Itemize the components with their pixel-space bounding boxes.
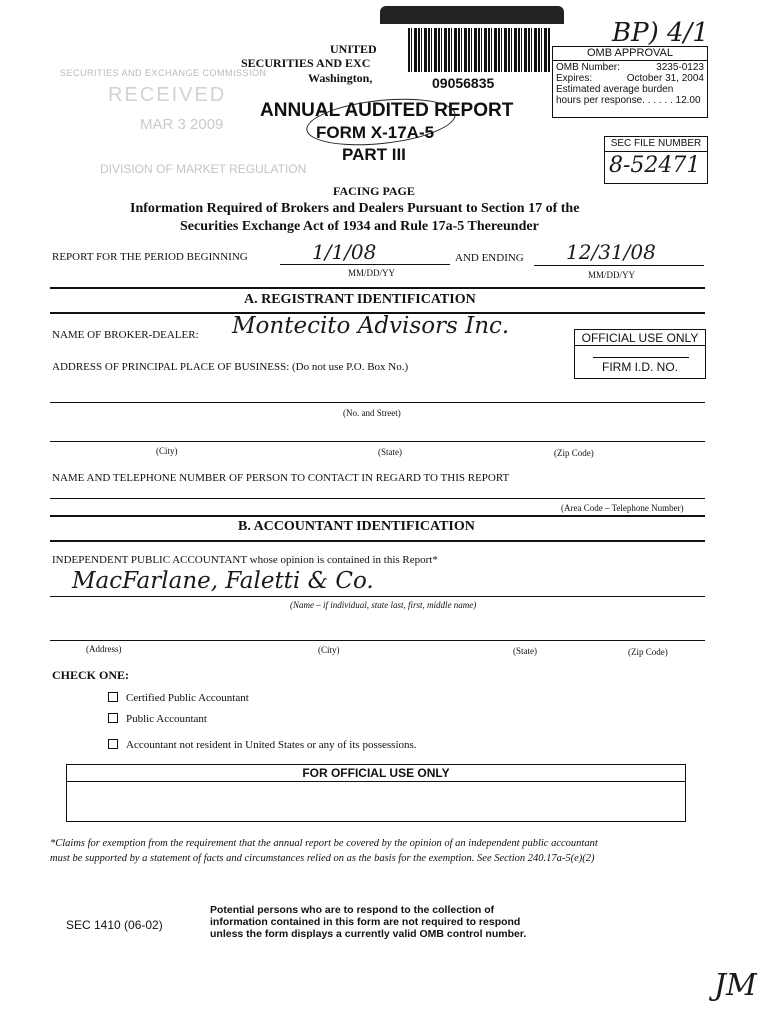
zip-caption: (Zip Code) <box>554 448 594 458</box>
agency-line2: SECURITIES AND EXC <box>241 56 371 70</box>
check-one-label: CHECK ONE: <box>52 668 130 682</box>
contact-label: NAME AND TELEPHONE NUMBER OF PERSON TO CONTACT IN REGARD TO THIS REPORT <box>52 472 510 484</box>
option-cpa-checkbox[interactable] <box>108 692 118 702</box>
agency-line1: UNITED <box>330 42 377 56</box>
official-use-only-box <box>66 764 686 822</box>
ipa-state-caption: (State) <box>513 646 537 656</box>
street-caption: (No. and Street) <box>343 408 401 418</box>
omb-number-value: 3235-0123 <box>656 62 704 73</box>
option-pa-label: Public Accountant <box>126 713 207 725</box>
broker-label: NAME OF BROKER-DEALER: <box>52 329 199 341</box>
option-nonresident[interactable] <box>108 739 417 751</box>
period-begin-format: MM/DD/YY <box>348 268 396 278</box>
accountant-top-rule <box>50 515 705 517</box>
phone-caption: (Area Code – Telephone Number) <box>561 503 684 513</box>
period-begin-value[interactable]: 1/1/08 <box>312 240 377 264</box>
option-cpa-label: Certified Public Accountant <box>126 692 249 704</box>
notice-line2: information contained in this form are not required to respond <box>210 916 521 928</box>
notice-line1: Potential persons who are to respond to the collection of <box>210 904 495 916</box>
broker-value[interactable]: Montecito Advisors Inc. <box>232 313 510 339</box>
agency-line3: Washington, <box>308 71 373 85</box>
stamp-line4: DIVISION OF MARKET REGULATION <box>100 162 307 176</box>
footnote-line1: *Claims for exemption from the requirement that the annual report be covered by the opinion of an independent public accountant <box>50 838 598 849</box>
period-end-underline <box>534 265 704 266</box>
omb-expires-value: October 31, 2004 <box>626 73 704 84</box>
sec-file-box <box>604 136 708 184</box>
stamp-line1: SECURITIES AND EXCHANGE COMMISSION <box>60 68 267 78</box>
ipa-label: INDEPENDENT PUBLIC ACCOUNTANT whose opinion is contained in this Report* <box>52 554 438 566</box>
period-end-value[interactable]: 12/31/08 <box>566 240 656 264</box>
ipa-value[interactable]: MacFarlane, Faletti & Co. <box>72 568 374 594</box>
top-black-strip <box>380 6 564 24</box>
omb-expires-label: Expires: <box>556 73 593 84</box>
city-line <box>50 441 705 442</box>
handwritten-initials: JM <box>714 968 757 1003</box>
city-caption: (City) <box>156 446 178 456</box>
omb-number-label: OMB Number: <box>556 62 620 73</box>
registrant-heading: A. REGISTRANT IDENTIFICATION <box>244 292 476 307</box>
footnote-line2: must be supported by a statement of facts and circumstances relied on as the basis for the exemption. See Section 240.17a-5(e)(2) <box>50 853 595 864</box>
ipa-name-caption: (Name – if individual, state last, first, middle name) <box>290 600 477 610</box>
street-line <box>50 402 705 403</box>
accountant-heading: B. ACCOUNTANT IDENTIFICATION <box>238 519 475 534</box>
option-pa[interactable] <box>108 713 207 725</box>
option-pa-checkbox[interactable] <box>108 713 118 723</box>
address-label: ADDRESS OF PRINCIPAL PLACE OF BUSINESS: (Do not use P.O. Box No.) <box>52 361 409 373</box>
report-title: ANNUAL AUDITED REPORT <box>260 100 514 121</box>
option-nonresident-label: Accountant not resident in United States or any of its possessions. <box>126 739 417 751</box>
facing-line1: Information Required of Brokers and Dealers Pursuant to Section 17 of the <box>130 201 580 216</box>
registrant-top-rule <box>50 287 705 289</box>
period-end-label: AND ENDING <box>455 252 524 264</box>
period-begin-label: REPORT FOR THE PERIOD BEGINNING <box>52 251 248 263</box>
ipa-address-line <box>50 640 705 641</box>
sec-file-label: SEC FILE NUMBER <box>605 137 707 152</box>
option-nonresident-checkbox[interactable] <box>108 739 118 749</box>
option-cpa[interactable] <box>108 692 249 704</box>
omb-number-row <box>553 61 707 73</box>
handwritten-top-note: BP) 4/1 <box>612 18 709 48</box>
omb-title: OMB APPROVAL <box>553 47 707 61</box>
sec-file-value: 8-52471 <box>609 153 701 178</box>
omb-approval-box <box>552 46 708 118</box>
omb-expires-row <box>553 73 707 84</box>
accountant-bottom-rule <box>50 540 705 542</box>
firm-id-label: FIRM I.D. NO. <box>602 360 678 374</box>
official-use-box <box>574 329 706 379</box>
official-use-title: OFFICIAL USE ONLY <box>575 330 705 346</box>
omb-burden-line1: Estimated average burden <box>556 84 674 95</box>
barcode <box>408 28 550 72</box>
stamp-line3: MAR 3 2009 <box>140 116 224 133</box>
ipa-line <box>50 596 705 597</box>
part-name: PART III <box>342 145 406 164</box>
form-name: FORM X-17A-5 <box>316 123 435 142</box>
official-use-rule <box>593 357 689 358</box>
notice-line3: unless the form displays a currently valid OMB control number. <box>210 928 527 940</box>
ipa-zip-caption: (Zip Code) <box>628 647 668 657</box>
state-caption: (State) <box>378 447 402 457</box>
ipa-city-caption: (City) <box>318 645 340 655</box>
period-end-format: MM/DD/YY <box>588 270 636 280</box>
contact-line <box>50 498 705 499</box>
ipa-address-caption: (Address) <box>86 644 122 654</box>
stamp-line2: RECEIVED <box>108 84 227 106</box>
facing-heading: FACING PAGE <box>333 184 415 198</box>
form-id: SEC 1410 (06-02) <box>66 918 163 932</box>
omb-burden-line2: hours per response. . . . . . 12.00 <box>556 95 701 106</box>
official-use-only-title: FOR OFFICIAL USE ONLY <box>67 765 685 782</box>
barcode-number: 09056835 <box>432 75 495 91</box>
period-begin-underline <box>280 264 450 265</box>
facing-line2: Securities Exchange Act of 1934 and Rule 17a-5 Thereunder <box>180 219 539 234</box>
